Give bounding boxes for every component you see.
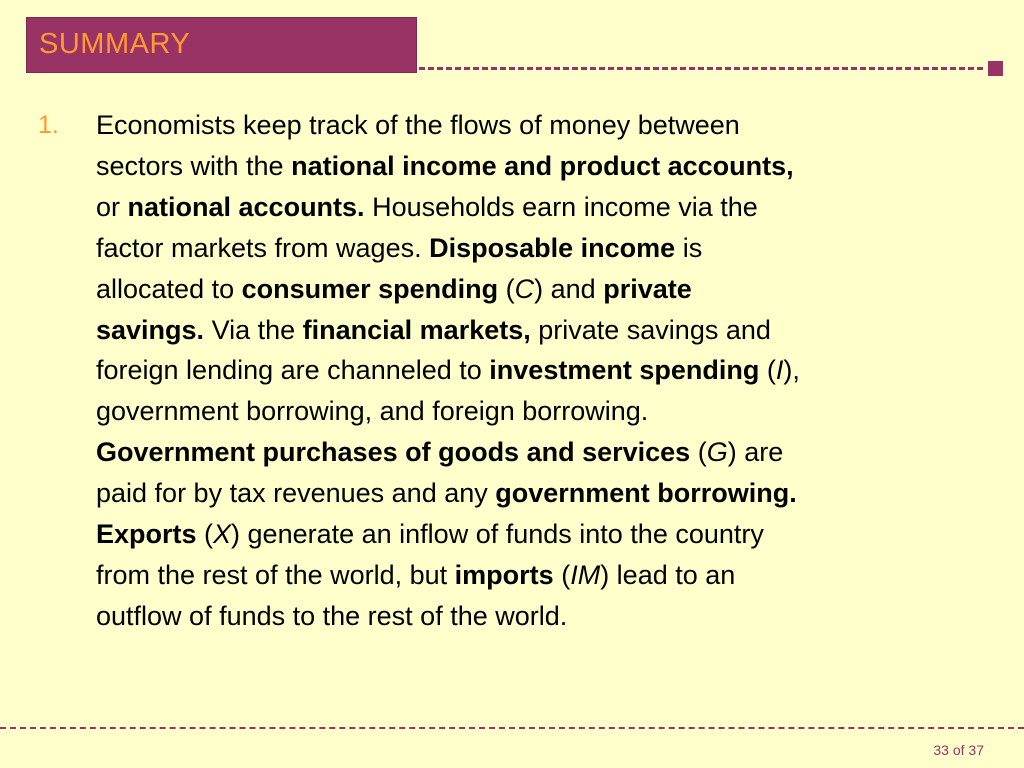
text-segment: ( [690,437,707,468]
text-line [96,391,996,432]
text-line [96,187,996,228]
text-line [96,555,996,596]
text-line [96,105,996,146]
text-segment: sectors with the [96,150,292,181]
corner-square-decoration [988,61,1003,76]
text-segment: ( [498,273,515,304]
text-segment: foreign lending are channeled to [96,355,490,386]
list-item-number: 1. [38,111,59,139]
text-segment: Via the [204,314,303,345]
key-term: Government purchases of goods and services [96,437,691,468]
text-segment: ( [553,559,571,590]
text-segment: ( [196,519,214,550]
footer-divider [0,727,1024,729]
text-segment: from the rest of the world, but [96,559,455,590]
key-term: private [603,273,692,304]
symbol: X [213,519,232,550]
text-segment: Economists keep track of the flows of money between [96,110,740,140]
key-term: investment spending [489,355,760,386]
symbol: IM [570,559,601,590]
text-segment: ) lead to an [600,559,736,590]
key-term: financial markets, [302,314,531,345]
text-segment: outflow of funds to the rest of the world. [96,600,568,631]
key-term: savings. [96,314,205,345]
key-term: Disposable income [429,232,676,263]
text-line [96,514,996,555]
key-term: national income and product accounts, [291,150,794,181]
page-number: 33 of 37 [933,742,984,758]
text-segment: factor markets from wages. [96,232,430,263]
text-segment: ( [759,355,776,386]
text-line [96,596,996,637]
key-term: government borrowing. [495,478,797,509]
key-term: consumer spending [241,273,499,304]
text-line [96,146,996,187]
text-segment: ), [783,355,800,386]
symbol: G [706,437,728,468]
title-divider [419,67,983,70]
symbol: C [514,273,535,304]
text-segment: or [96,191,128,222]
text-segment: government borrowing, and foreign borrowing. [96,396,649,427]
text-segment: private savings and [530,314,771,345]
text-segment: ) generate an inflow of funds into the country [231,519,764,550]
text-line [96,228,996,269]
list-item-text [96,105,996,637]
text-segment: paid for by tax revenues and any [96,478,496,509]
key-term: national accounts. [127,191,365,222]
key-term: Exports [96,519,197,550]
text-segment: ) and [534,273,604,304]
slide-title: SUMMARY [39,28,191,60]
key-term: imports [454,559,554,590]
symbol: I [775,355,784,386]
text-line [96,310,996,351]
text-segment: is [675,232,703,263]
text-line [96,432,996,473]
text-line [96,473,996,514]
text-segment: ) are [727,437,784,468]
text-line [96,350,996,391]
text-segment: Households earn income via the [364,191,758,222]
title-banner [26,17,417,73]
text-line [96,269,996,310]
text-segment: allocated to [96,273,242,304]
